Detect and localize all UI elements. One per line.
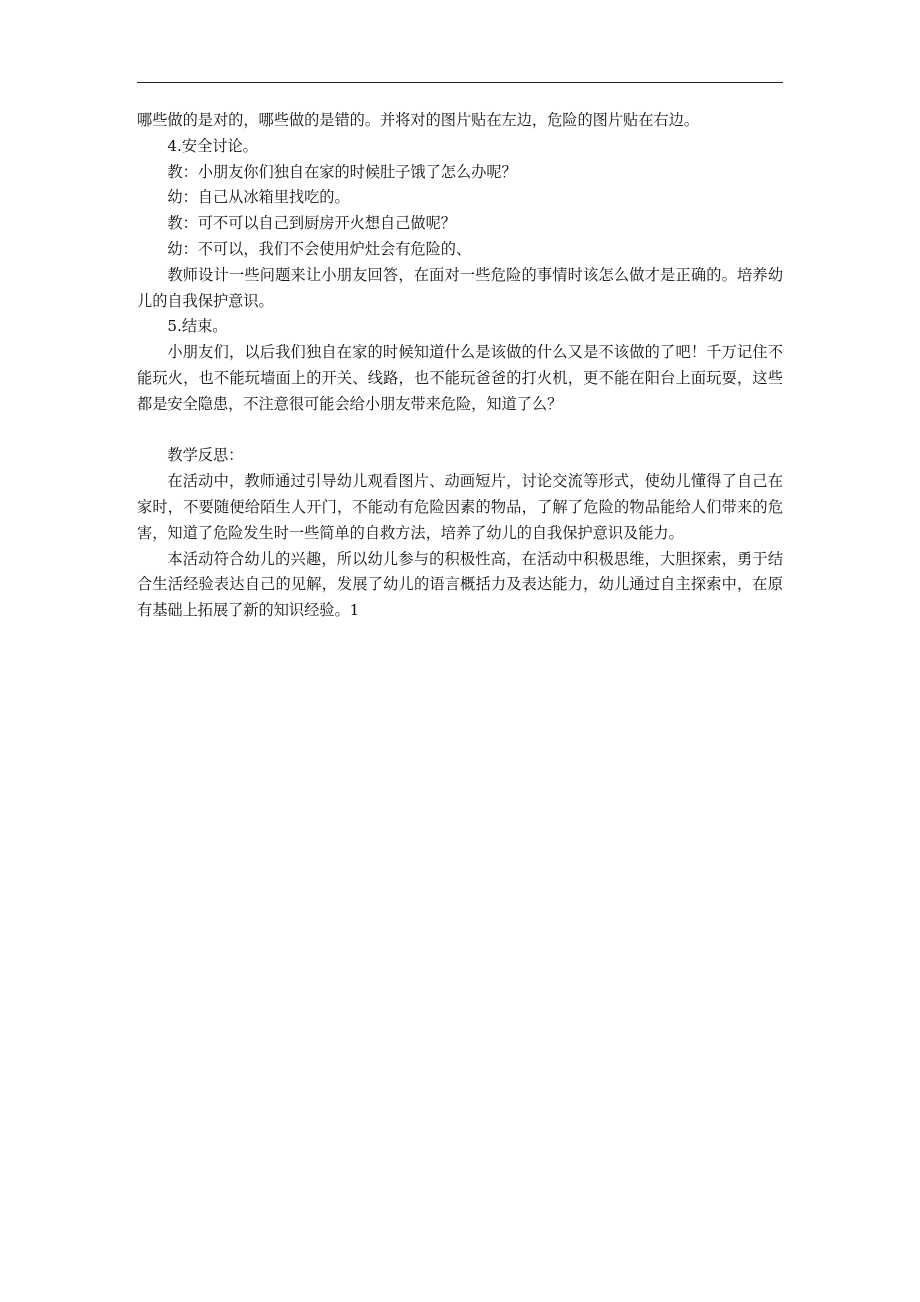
dialogue-child-1: 幼：自己从冰箱里找吃的。 <box>167 188 350 207</box>
blank-line <box>137 418 783 444</box>
dialogue-teacher-1: 教：小朋友你们独自在家的时候肚子饿了怎么办呢？ <box>167 162 517 181</box>
section-heading-ending: 5.结束。 <box>167 317 228 336</box>
section-heading-discussion: 4.安全讨论。 <box>167 136 258 155</box>
reflection-paragraph-2: 本活动符合幼儿的兴趣，所以幼儿参与的积极性高，在活动中积极思维，大胆探索，勇于结合生活经验表达自己的见解，发展了幼儿的语言概括力及表达能力，幼儿通过自主探索中，在原有基础上拓展了新的知识经验。1 <box>137 549 783 620</box>
document-body <box>137 108 783 624</box>
dialogue-child-2: 幼：不可以，我们不会使用炉灶会有危险的、 <box>167 239 472 258</box>
dialogue-teacher-2: 教：可不可以自己到厨房开火想自己做呢？ <box>167 214 456 233</box>
reflection-heading: 教学反思： <box>167 446 244 465</box>
paragraph-ending: 小朋友们，以后我们独自在家的时候知道什么是该做的什么又是不该做的了吧！千万记住不能玩火，也不能玩墙面上的开关、线路，也不能玩爸爸的打火机，更不能在阳台上面玩耍，这些都是安全隐患，不注意很可能会给小朋友带来危险，知道了么？ <box>137 343 783 413</box>
paragraph-continuation: 哪些做的是对的，哪些做的是错的。并将对的图片贴在左边，危险的图片贴在右边。 <box>137 111 699 129</box>
header-rule <box>137 82 783 83</box>
reflection-paragraph-1: 在活动中，教师通过引导幼儿观看图片、动画短片，讨论交流等形式，使幼儿懂得了自己在家时，不要随便给陌生人开门，不能动有危险因素的物品，了解了危险的物品能给人们带来的危害，知道了危险发生时一些简单的自救方法，培养了幼儿的自我保护意识及能力。 <box>137 472 783 542</box>
paragraph-teacher-design: 教师设计一些问题来让小朋友回答，在面对一些危险的事情时该怎么做才是正确的。培养幼儿的自我保护意识。 <box>137 265 783 310</box>
